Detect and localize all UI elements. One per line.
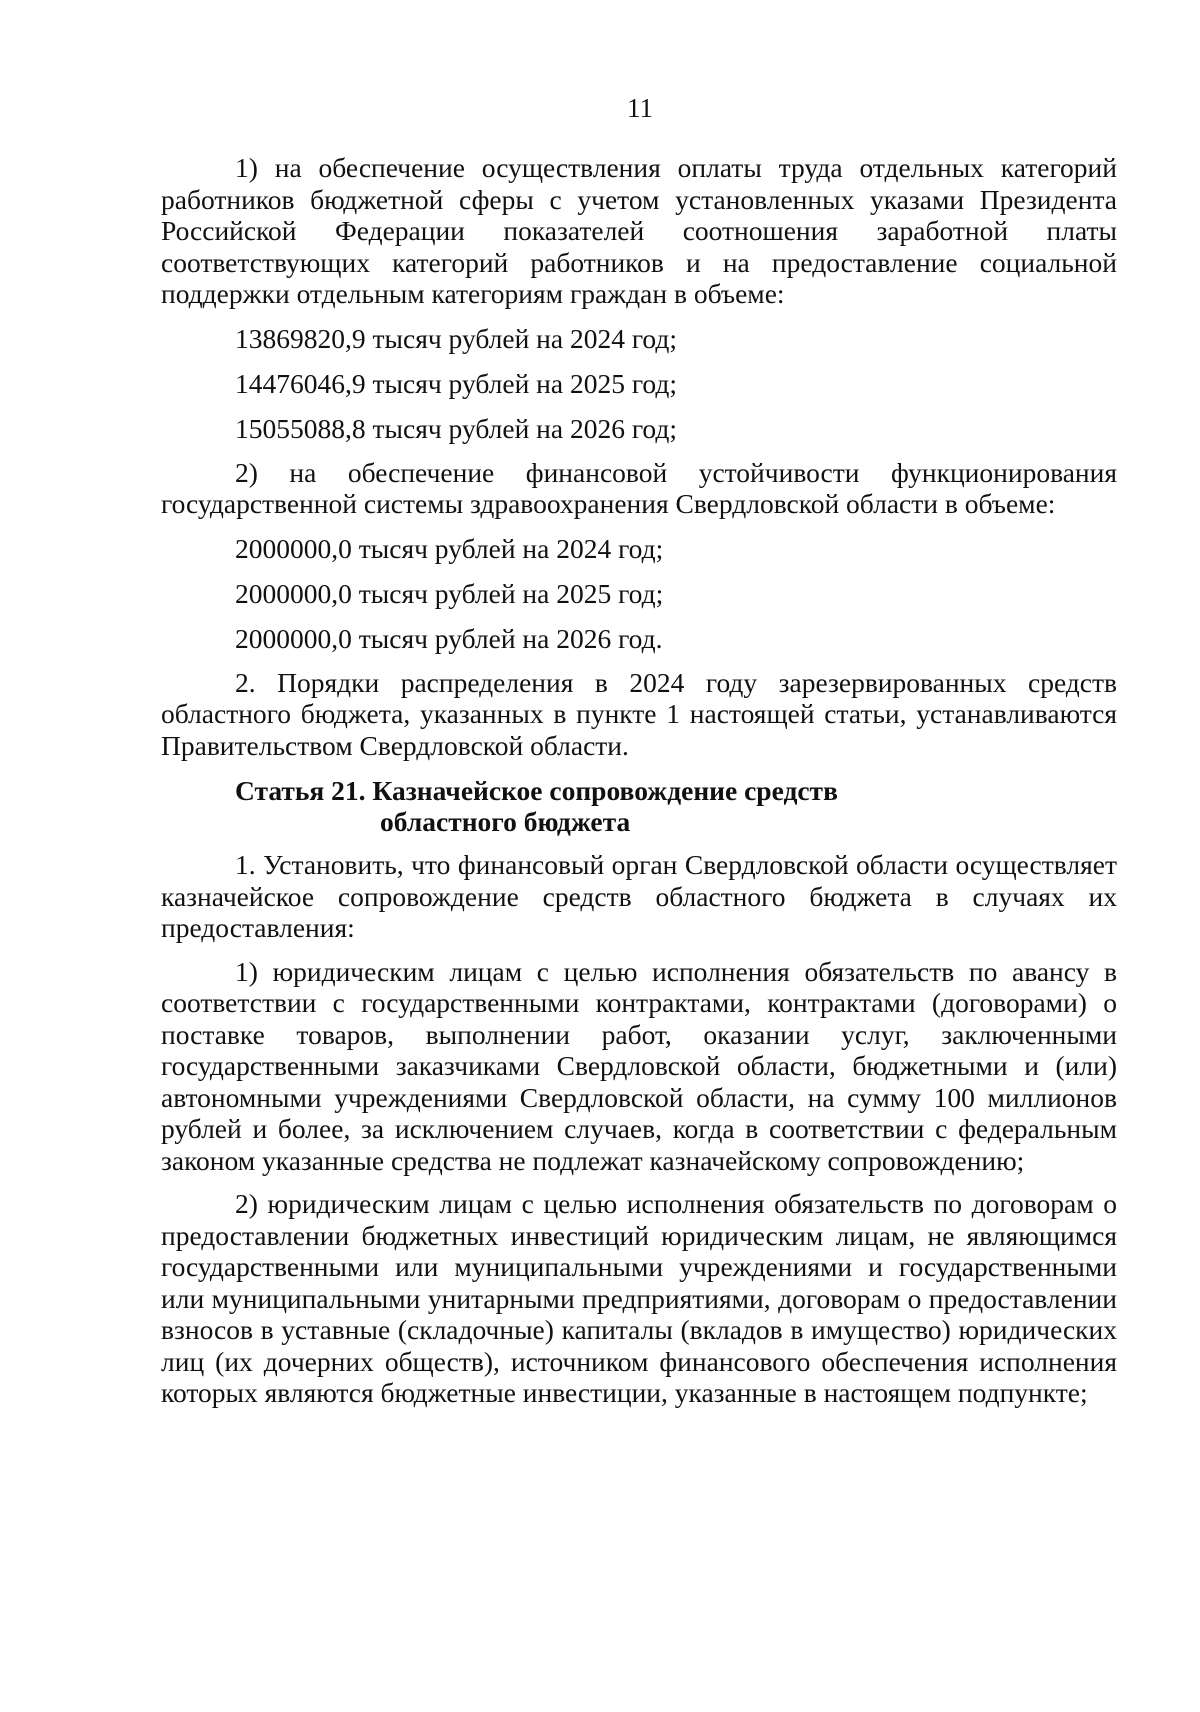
- paragraph-item-2: 2) на обеспечение финансовой устойчивости функционирования государственной системы здравоохранения Свердловской области в объеме:: [161, 456, 1117, 519]
- document-body: [161, 152, 1117, 1409]
- amount-2024-a: 13869820,9 тысяч рублей на 2024 год;: [235, 323, 678, 354]
- amount-2024-b: 2000000,0 тысяч рублей на 2024 год;: [235, 533, 664, 564]
- article-paragraph-1: 1. Установить, что финансовый орган Свердловской области осуществляет казначейское сопровождение средств областного бюджета в случаях их предоставления:: [161, 849, 1117, 943]
- amount-2025-b: 2000000,0 тысяч рублей на 2025 год;: [235, 578, 664, 609]
- article-subitem-2: 2) юридическим лицам с целью исполнения обязательств по договорам о предоставлении бюджетных инвестиций юридическим лицам, не являющимся государственными или муниципальными учреждениями и государственными или муниципальными унитарными предприятиями, договорам о предоставлении взносов в уставные (складочные) капиталы (вкладов в имущество) юридических лиц (их дочерних обществ), источником финансового обеспечения исполнения которых являются бюджетные инвестиции, указанные в настоящем подпункте;: [161, 1188, 1117, 1408]
- article-subitem-1: 1) юридическим лицам с целью исполнения обязательств по авансу в соответствии с государственными контрактами, контрактами (договорами) о поставке товаров, выполнении работ, оказании услуг, заключенными государственными заказчиками Свердловской области, бюджетными и (или) автономными учреждениями Свердловской области, на сумму 100 миллионов рублей и более, за исключением случаев, когда в соответствии с федеральным законом указанные средства не подлежат казначейскому сопровождению;: [161, 955, 1117, 1176]
- paragraph-point-2: 2. Порядки распределения в 2024 году зарезервированных средств областного бюджета, указанных в пункте 1 настоящей статьи, устанавливаются Правительством Свердловской области.: [161, 666, 1117, 761]
- page-number: 11: [627, 93, 653, 123]
- amount-2026-b: 2000000,0 тысяч рублей на 2026 год.: [235, 623, 663, 654]
- article-heading: [161, 775, 1117, 837]
- amount-2026-a: 15055088,8 тысяч рублей на 2026 год;: [235, 413, 678, 444]
- amount-2025-a: 14476046,9 тысяч рублей на 2025 год;: [235, 368, 678, 399]
- article-heading-line2: областного бюджета: [380, 806, 631, 837]
- paragraph-item-1: 1) на обеспечение осуществления оплаты труда отдельных категорий работников бюджетной сферы с учетом установленных указами Президента Российской Федерации показателей соотношения заработной платы соответствующих категорий работников и на предоставление социальной поддержки отдельным категориям граждан в объеме:: [161, 152, 1117, 309]
- article-heading-line1: Статья 21. Казначейское сопровождение средств: [235, 775, 838, 806]
